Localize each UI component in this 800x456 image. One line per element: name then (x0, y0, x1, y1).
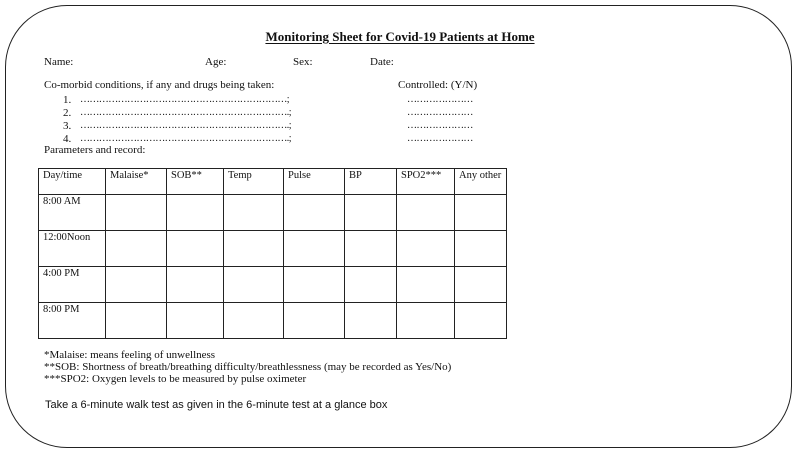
table-cell[interactable] (455, 231, 507, 267)
comorbid-num: 4. (63, 133, 72, 145)
column-header: SPO2*** (397, 169, 455, 195)
table-cell[interactable] (397, 267, 455, 303)
table-cell[interactable] (167, 195, 224, 231)
table-cell[interactable] (106, 267, 167, 303)
table-cell[interactable] (106, 195, 167, 231)
comorbid-num: 3. (63, 120, 72, 132)
table-cell[interactable] (397, 231, 455, 267)
table-cell[interactable] (397, 195, 455, 231)
controlled-line: ………………… (407, 120, 473, 131)
table-row (39, 267, 507, 303)
page-title: Monitoring Sheet for Covid-19 Patients at Home (265, 29, 535, 44)
column-header: BP (345, 169, 397, 195)
table-cell[interactable] (455, 267, 507, 303)
footnote-sob: **SOB: Shortness of breath/breathing difficulty/breathlessness (may be recorded as Yes/No) (44, 361, 452, 373)
footnote-spo2: ***SPO2: Oxygen levels to be measured by pulse oximeter (44, 373, 307, 385)
table-cell[interactable] (224, 195, 284, 231)
row-time-label: 8:00 PM (39, 303, 106, 339)
monitoring-table (38, 168, 507, 339)
name-label: Name: (44, 56, 74, 68)
comorbid-line: ………………………………………………………….; (80, 133, 291, 144)
table-cell[interactable] (345, 267, 397, 303)
walk-test-note: Take a 6-minute walk test as given in the 6-minute test at a glance box (45, 399, 388, 411)
comorbid-line: ………………………………………………………….; (80, 120, 291, 131)
table-row (39, 231, 507, 267)
table-row (39, 195, 507, 231)
comorbid-num: 1. (63, 94, 72, 106)
table-cell[interactable] (167, 267, 224, 303)
date-label: Date: (370, 56, 394, 68)
column-header: Temp (224, 169, 284, 195)
row-time-label: 4:00 PM (39, 267, 106, 303)
table-cell[interactable] (224, 231, 284, 267)
column-header: Day/time (39, 169, 106, 195)
column-header: Pulse (284, 169, 345, 195)
table-cell[interactable] (397, 303, 455, 339)
comorbid-label: Co-morbid conditions, if any and drugs being taken: (44, 79, 275, 91)
table-cell[interactable] (167, 231, 224, 267)
table-cell[interactable] (345, 303, 397, 339)
table-cell[interactable] (345, 195, 397, 231)
table-cell[interactable] (284, 267, 345, 303)
comorbid-line: ………………………………………………………….; (80, 107, 291, 118)
table-cell[interactable] (284, 195, 345, 231)
table-row (39, 303, 507, 339)
row-time-label: 12:00Noon (39, 231, 106, 267)
table-cell[interactable] (167, 303, 224, 339)
table-cell[interactable] (284, 303, 345, 339)
table-cell[interactable] (284, 231, 345, 267)
controlled-line: ………………… (407, 107, 473, 118)
age-label: Age: (205, 56, 227, 68)
comorbid-line: …………………………………………………………; (80, 94, 289, 105)
table-cell[interactable] (455, 195, 507, 231)
sex-label: Sex: (293, 56, 313, 68)
controlled-label: Controlled: (Y/N) (398, 79, 478, 91)
column-header: SOB** (167, 169, 224, 195)
column-header: Any other (455, 169, 507, 195)
table-cell[interactable] (345, 231, 397, 267)
table-cell[interactable] (224, 303, 284, 339)
table-cell[interactable] (455, 303, 507, 339)
table-header-row (39, 169, 507, 195)
row-time-label: 8:00 AM (39, 195, 106, 231)
comorbid-num: 2. (63, 107, 72, 119)
parameters-label: Parameters and record: (44, 144, 146, 156)
column-header: Malaise* (106, 169, 167, 195)
controlled-line: ………………… (407, 133, 473, 144)
controlled-line: ………………… (407, 94, 473, 105)
table-cell[interactable] (106, 231, 167, 267)
table-cell[interactable] (224, 267, 284, 303)
footnote-malaise: *Malaise: means feeling of unwellness (44, 349, 216, 361)
table-cell[interactable] (106, 303, 167, 339)
